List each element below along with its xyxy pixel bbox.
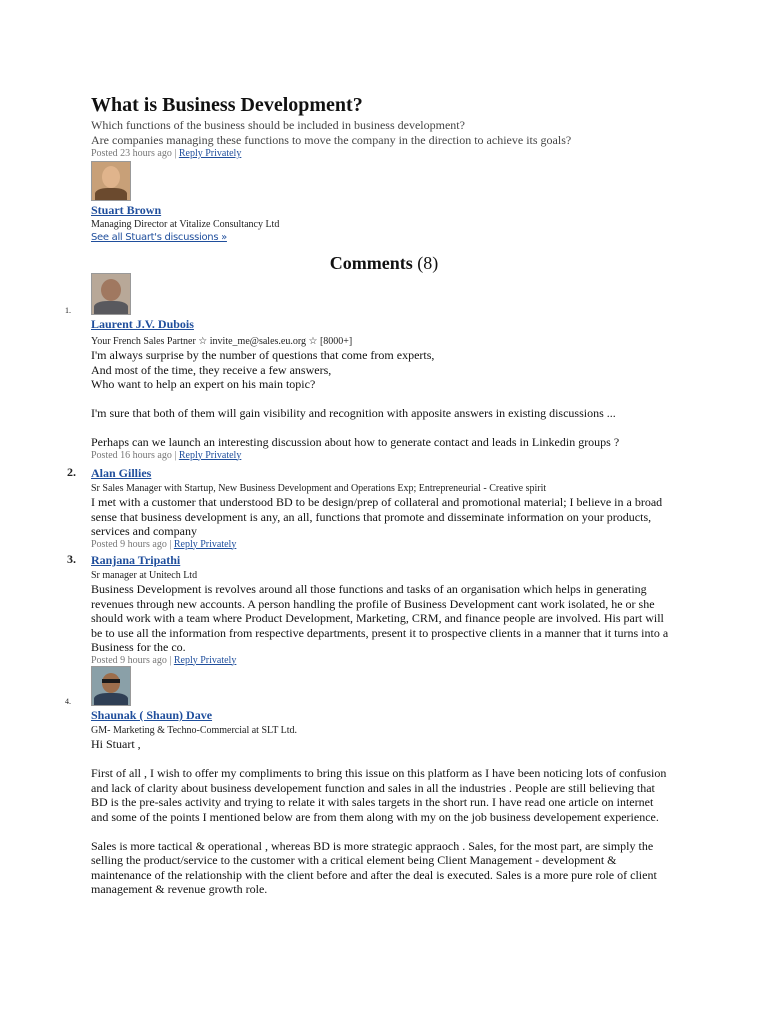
author-name-link[interactable]: Stuart Brown xyxy=(91,203,162,217)
comments-heading xyxy=(0,253,768,274)
commenter-avatar[interactable] xyxy=(91,666,131,706)
commenter-name-link[interactable]: Alan Gillies xyxy=(91,466,152,480)
comment-text: I'm always surprise by the number of questions that come from experts, xyxy=(91,348,435,362)
comments-count: (8) xyxy=(417,253,439,273)
reply-privately-link[interactable]: Reply Privately xyxy=(173,654,237,666)
posted-time: Posted 9 hours ago | xyxy=(91,538,172,550)
posted-time: Posted 16 hours ago | xyxy=(91,449,177,461)
comment-text: Perhaps can we launch an interesting discussion about how to generate contact and leads in Linkedin groups ? xyxy=(91,435,620,449)
comment-item xyxy=(65,666,671,897)
commenter-title: GM- Marketing & Techno-Commercial at SLT Ltd. xyxy=(91,725,298,736)
question-title: What is Business Development? xyxy=(91,94,363,116)
question-line-2: Are companies managing these functions to move the company in the direction to achieve its goals? xyxy=(91,133,572,147)
commenter-title: Your French Sales Partner ☆ invite_me@sales.eu.org ☆ [8000+] xyxy=(91,336,353,347)
reply-privately-link[interactable]: Reply Privately xyxy=(178,449,242,461)
comment-body xyxy=(91,348,671,450)
comment-number: 2. xyxy=(67,465,76,479)
author-avatar[interactable] xyxy=(91,161,131,201)
comment-text: Sales is more tactical & operational , whereas BD is more strategic appraoch . Sales, for the most part, are simply the selling the product/service to the customer with a critical element being Client Management - development & maintenance of the relationship with the client before and after the deal is executed. Sales is a more pure role of client management & revenue growth role. xyxy=(91,838,657,896)
comment-text: Who want to help an expert on his main topic? xyxy=(91,377,316,391)
commenter-avatar[interactable] xyxy=(91,273,131,315)
comment-meta xyxy=(91,450,671,461)
posted-time: Posted 9 hours ago | xyxy=(91,654,172,666)
question-meta xyxy=(91,148,731,159)
comment-number: 4. xyxy=(65,697,71,706)
comment-body: Business Development is revolves around all those functions and tasks of an organisation which helps in generating revenues through new accounts. A person handling the profile of Business Development cant work isolated, he or she should work with a team where Product Development, Marketing, CRM, and finance people are involved. His part will be to use all the information from respective departments, present it to prospective clients in a manner that it turns into a Business for the co. xyxy=(91,582,669,654)
comment-meta xyxy=(91,539,671,550)
commenter-title: Sr Sales Manager with Startup, New Business Development and Operations Exp; Entrepreneurial - Creative spirit xyxy=(91,483,547,494)
comment-meta xyxy=(91,655,671,666)
comment-item xyxy=(67,464,671,550)
reply-privately-link[interactable]: Reply Privately xyxy=(173,538,237,550)
posted-time: Posted 23 hours ago | xyxy=(91,148,177,159)
comment-text: And most of the time, they receive a few answers, xyxy=(91,362,332,377)
comment-item xyxy=(67,551,671,666)
question-author xyxy=(91,161,491,244)
comment-number: 1. xyxy=(65,306,71,315)
comment-greeting: Hi Stuart , xyxy=(91,737,141,751)
question-block xyxy=(91,92,731,159)
commenter-name-link[interactable]: Laurent J.V. Dubois xyxy=(91,317,194,331)
commenter-name-link[interactable]: Ranjana Tripathi xyxy=(91,553,181,567)
comment-body xyxy=(91,737,671,897)
comment-text: I'm sure that both of them will gain visibility and recognition with apposite answers in existing discussions ... xyxy=(91,406,616,420)
see-all-discussions-link[interactable]: See all Stuart's discussions » xyxy=(91,232,227,243)
comment-number: 3. xyxy=(67,552,76,566)
question-line-1: Which functions of the business should be included in business development? xyxy=(91,118,465,132)
commenter-name-link[interactable]: Shaunak ( Shaun) Dave xyxy=(91,708,213,722)
commenter-title: Sr manager at Unitech Ltd xyxy=(91,570,198,581)
comment-text: First of all , I wish to offer my compliments to bring this issue on this platform as I have been noticing lots of confusion and lack of clarity about business developement function and sales in all the industries . People are still believing that BD is the pre-sales activity and trying to relate it with sales targets in the short run. I have read one article on internet and some of the points I mentioned below are from them along with my on the job business developement experience. xyxy=(91,766,667,824)
comment-body: I met with a customer that understood BD to be design/prep of collateral and promotional material; I believe in a broad sense that business development is any, an all, functions that promote and disseminate information on your products, services and company xyxy=(91,495,663,538)
author-title: Managing Director at Vitalize Consultancy Ltd xyxy=(91,219,280,230)
comment-item xyxy=(65,273,671,461)
reply-privately-link[interactable]: Reply Privately xyxy=(178,148,242,159)
comments-label: Comments xyxy=(329,253,413,273)
